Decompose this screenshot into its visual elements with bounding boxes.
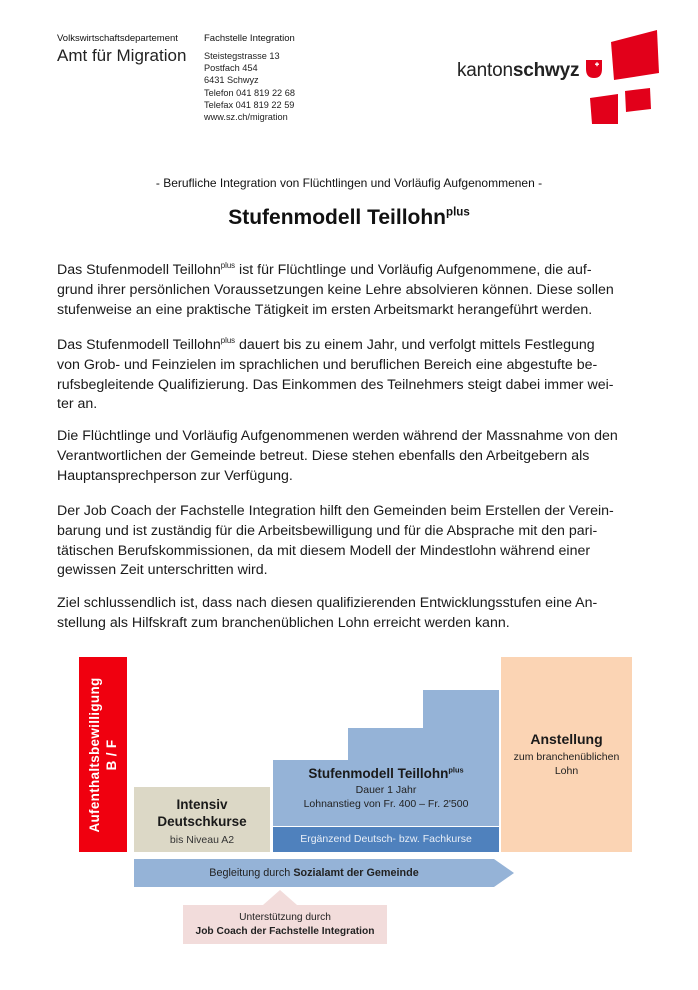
guidance-label: Begleitung durch Sozialamt der Gemeinde — [209, 867, 419, 879]
para-line: tätischen Berufskommissionen, da mit diesem Modell der Mindestlohn während einer — [57, 542, 591, 559]
para-line: Der Job Coach der Fachstelle Integration hilft den Gemeinden beim Erstellen der Verein- — [57, 503, 614, 519]
address-website[interactable]: www.sz.ch/migration — [204, 112, 288, 123]
paragraph-duration — [57, 336, 657, 415]
department-name: Volkswirtschaftsdepartement — [57, 33, 178, 44]
german-courses-level: bis Niveau A2 — [169, 834, 235, 846]
para-line: grund ihrer persönlichen Voraussetzungen keine Lehre absolvieren können. Diese sollen — [57, 281, 614, 298]
para-line: Die Flüchtlinge und Vorläufig Aufgenommenen werden während der Massnahme von den — [57, 428, 618, 444]
logo-squares-icon — [590, 28, 660, 124]
address-city: 6431 Schwyz — [204, 75, 259, 86]
employment-sub-1: zum branchenüblichen — [513, 751, 620, 763]
para-line: stellung als Hilfskraft zum branchenüblichen Lohn erreicht werden kann. — [57, 614, 510, 631]
supplementary-courses-band: Ergänzend Deutsch- bzw. Fachkurse — [273, 827, 499, 852]
unit-name: Fachstelle Integration — [204, 33, 295, 44]
partial-wage-title: Stufenmodell Teillohn$^{plus}$ — [308, 765, 464, 781]
logo-wordmark — [457, 60, 579, 82]
paragraph-job-coach — [57, 502, 657, 581]
para-line: gewissen Zeit unterschritten wird. — [57, 562, 268, 579]
permit-line-1: Aufenthaltsbewilligung — [87, 676, 102, 833]
paragraph-goal — [57, 594, 657, 634]
address-street: Steistegstrasse 13 — [204, 51, 280, 61]
para-line: Hauptansprechperson zur Verfügung. — [57, 467, 293, 484]
para-line: Ziel schlussendlich ist, dass nach diesen qualifizierenden Entwicklungsstufen eine An- — [57, 595, 598, 611]
logo-light: kanton — [457, 60, 513, 81]
support-line-1: Unterstützung durch — [239, 912, 331, 923]
logo-bold: schwyz — [512, 60, 580, 81]
support-line-2: Job Coach der Fachstelle Integration — [195, 926, 375, 937]
document-title — [0, 206, 698, 230]
permit-label — [79, 657, 127, 852]
partial-wage-duration: Dauer 1 Jahr — [355, 784, 417, 796]
para-line: rufsbegleitende Qualifizierung. Das Einkommen des Teilnehmers steigt dabei immer wei- — [57, 376, 614, 393]
address-phone: Telefon 041 819 22 68 — [204, 87, 295, 98]
para-line: ter an. — [57, 396, 98, 413]
para-line: Das Stufenmodell Teillohn$^{plus}$ ist für Flüchtlinge und Vorläufig Aufgenommene, die auf- — [57, 261, 592, 278]
german-courses-title-1: Intensiv — [176, 797, 228, 812]
support-label — [183, 911, 387, 939]
german-courses-title-2: Deutschkurse — [157, 814, 247, 829]
employment-sub-2: Lohn — [554, 764, 579, 777]
document-subtitle: - Berufliche Integration von Flüchtlingen und Vorläufig Aufgenommenen - — [155, 176, 543, 190]
para-line: Verantwortlichen der Gemeinde betreut. Diese stehen ebenfalls den Arbeitgebern als — [57, 447, 590, 464]
partial-wage-range: Lohnanstieg von Fr. 400 – Fr. 2'500 — [303, 797, 469, 810]
para-line: von Grob- und Feinzielen im sprachlichen und beruflichen Bereich eine abgestufte be- — [57, 356, 598, 373]
para-line: barung und ist zuständig für die Arbeitsbewilligung und für die Absprache mit den pari- — [57, 522, 598, 539]
title-main: Stufenmodell Teillohn — [228, 206, 447, 229]
para-line: stufenweise an eine praktische Tätigkeit im ersten Arbeitsmarkt herangeführt werden. — [57, 301, 593, 318]
employment-box — [501, 657, 632, 852]
title-sup: plus — [446, 206, 470, 219]
permit-line-2: B / F — [104, 739, 119, 770]
employment-title: Anstellung — [530, 731, 603, 747]
paragraph-intro — [57, 261, 657, 320]
address-block — [204, 50, 295, 123]
partial-wage-label — [273, 766, 499, 811]
para-line: Das Stufenmodell Teillohn$^{plus}$ dauert bis zu einem Jahr, und verfolgt mittels Festlegung — [57, 336, 595, 353]
german-courses-box — [134, 787, 270, 852]
address-po-box: Postfach 454 — [204, 63, 258, 74]
address-fax: Telefax 041 819 22 59 — [204, 99, 295, 110]
paragraph-care — [57, 427, 657, 486]
office-name: Amt für Migration — [57, 46, 187, 65]
